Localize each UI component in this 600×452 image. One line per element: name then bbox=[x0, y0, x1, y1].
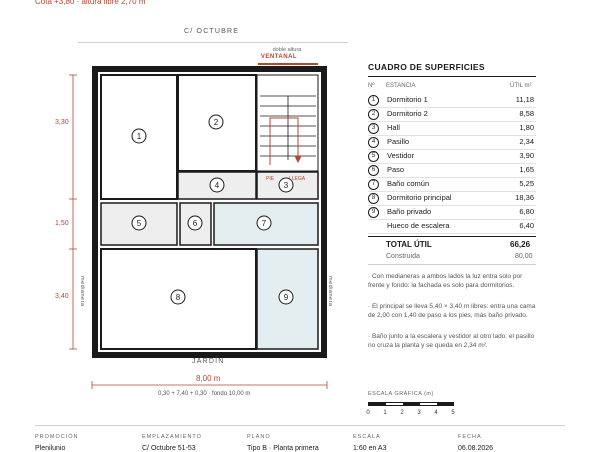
scale-label: ESCALA GRÁFICA (m) bbox=[368, 391, 434, 397]
note-2: · El principal se lleva 5,40 × 3,40 m libres: entra una cama de 2,00 con 1,40 de paso a los pies, más baño privado. bbox=[368, 303, 536, 319]
room-number-badge: 5 bbox=[368, 151, 379, 162]
table-row bbox=[368, 150, 536, 164]
garden-label: JARDÍN bbox=[192, 358, 225, 365]
footer-fecha-label: FECHA bbox=[458, 434, 482, 440]
room-number-7: 7 bbox=[261, 219, 267, 228]
table-row bbox=[368, 220, 536, 234]
note-3: · Baño junto a la escalera y vestidor al otro lado: el pasillo no cruza la planta y se queda en 2,34 m². bbox=[368, 333, 535, 349]
room-area: 3,90 bbox=[519, 151, 534, 160]
room-number-2: 2 bbox=[213, 118, 219, 127]
room-area: 5,25 bbox=[519, 179, 534, 188]
room-number-badge: 3 bbox=[368, 123, 379, 134]
room-name: Dormitorio 2 bbox=[387, 109, 428, 118]
room-name: Hueco de escalera bbox=[387, 221, 450, 230]
scale-segment-1 bbox=[369, 403, 386, 405]
footer-emplazamiento-value: C/ Octubre 51-53 bbox=[142, 445, 196, 452]
level-note: Cota +3,80 · altura libre 2,70 m bbox=[35, 0, 146, 6]
room-area: 6,80 bbox=[519, 207, 534, 216]
table-top-rule bbox=[368, 76, 536, 77]
footer-rule bbox=[35, 425, 565, 426]
room-number-3: 3 bbox=[283, 181, 289, 190]
table-row bbox=[368, 108, 536, 122]
footer-plano-label: PLANO bbox=[247, 434, 271, 440]
room-area: 11,18 bbox=[515, 95, 534, 104]
room-area: 1,65 bbox=[519, 165, 534, 174]
room-number-5: 5 bbox=[136, 219, 142, 228]
room-number-6: 6 bbox=[192, 219, 198, 228]
footer-escala-value: 1:60 en A3 bbox=[353, 445, 387, 452]
table-row bbox=[368, 122, 536, 136]
table-header-util: ÚTIL m² bbox=[510, 83, 532, 89]
scale-tick-5: 5 bbox=[451, 410, 455, 416]
room-area: 8,58 bbox=[519, 109, 534, 118]
floor-plan bbox=[60, 60, 350, 390]
table-row bbox=[368, 94, 536, 108]
footer-fecha-value: 06.08.2026 bbox=[458, 445, 494, 452]
construida-value: 80,00 bbox=[515, 253, 533, 260]
footer-emplazamiento-label: EMPLAZAMIENTO bbox=[142, 434, 202, 440]
scale-tick-1: 1 bbox=[383, 410, 387, 416]
width-dimension-label: 8,00 m bbox=[196, 374, 221, 383]
scale-segment-3 bbox=[437, 403, 453, 405]
row-rule bbox=[368, 233, 536, 234]
scale-segment-2 bbox=[403, 403, 420, 405]
footer-promocion-value: Plenilunio bbox=[35, 445, 66, 452]
table-row bbox=[368, 136, 536, 150]
scale-tick-0: 0 bbox=[366, 410, 370, 416]
table-header-estancia: ESTANCIA bbox=[386, 83, 416, 89]
street-line bbox=[78, 42, 348, 43]
room-number-1: 1 bbox=[136, 132, 142, 141]
medianera-right-label: medianera bbox=[327, 276, 333, 307]
table-row bbox=[368, 192, 536, 206]
table-row bbox=[368, 178, 536, 192]
dimension-3-30: 3,30 bbox=[55, 119, 69, 126]
total-label: TOTAL ÚTIL bbox=[386, 240, 432, 249]
room-area: 1,80 bbox=[519, 123, 534, 132]
room-number-badge: 7 bbox=[368, 179, 379, 190]
room-number-badge: 1 bbox=[368, 95, 379, 106]
scale-tick-2: 2 bbox=[400, 410, 404, 416]
scale-bar bbox=[368, 402, 454, 406]
note-1: · Con medianeras a ambos lados la luz entra solo por frente y fondo: la fachada es solo para dormitorios. bbox=[368, 273, 523, 289]
total-rule bbox=[368, 236, 536, 237]
table-title: CUADRO DE SUPERFICIES bbox=[368, 62, 485, 72]
footer-plano-value: Tipo B · Planta primera bbox=[247, 445, 319, 452]
window-label: VENTANAL bbox=[260, 54, 298, 60]
construida-rule bbox=[368, 264, 536, 265]
room-number-badge: 4 bbox=[368, 137, 379, 148]
room-name: Paso bbox=[387, 165, 405, 174]
table-row bbox=[368, 164, 536, 178]
scale-tick-4: 4 bbox=[434, 410, 438, 416]
total-value: 66,26 bbox=[510, 240, 531, 249]
dimension-1-50: 1,50 bbox=[55, 220, 69, 227]
room-area: 6,40 bbox=[519, 221, 534, 230]
construida-label: Construida bbox=[386, 253, 420, 260]
table-row bbox=[368, 206, 536, 220]
room-name: Baño común bbox=[387, 179, 430, 188]
room-number-badge: 8 bbox=[368, 193, 379, 204]
room-name: Baño privado bbox=[387, 207, 432, 216]
scale-tick-3: 3 bbox=[417, 410, 421, 416]
room-name: Dormitorio 1 bbox=[387, 95, 428, 104]
depth-dimension-label: 0,30 + 7,40 + 0,30 · fondo 10,00 m bbox=[158, 391, 251, 397]
stair-well bbox=[257, 75, 318, 171]
stair-start-label: PIE bbox=[266, 176, 275, 182]
room-area: 18,36 bbox=[515, 193, 534, 202]
room-name: Pasillo bbox=[387, 137, 410, 146]
dimension-3-40: 3,40 bbox=[55, 293, 69, 300]
table-header-n: Nº bbox=[368, 83, 375, 89]
room-number-badge: 6 bbox=[368, 165, 379, 176]
room-name: Vestidor bbox=[387, 151, 415, 160]
vertical-dimension-line bbox=[69, 75, 77, 349]
room-number-8: 8 bbox=[175, 293, 181, 302]
room-number-9: 9 bbox=[283, 293, 289, 302]
room-number-badge: 9 bbox=[368, 207, 379, 218]
medianera-left-label: medianera bbox=[79, 276, 85, 307]
room-area: 2,34 bbox=[519, 137, 534, 146]
double-height-label: doble altura bbox=[272, 47, 302, 53]
street-label: C/ OCTUBRE bbox=[184, 28, 240, 35]
room-name: Dormitorio principal bbox=[387, 193, 452, 202]
stair-end-label: LLEGA bbox=[289, 176, 306, 182]
room-number-4: 4 bbox=[214, 181, 220, 190]
room-name: Hall bbox=[387, 123, 400, 132]
footer-promocion-label: PROMOCIÓN bbox=[35, 434, 79, 440]
room-number-badge: 2 bbox=[368, 109, 379, 120]
footer-escala-label: ESCALA bbox=[353, 434, 381, 440]
